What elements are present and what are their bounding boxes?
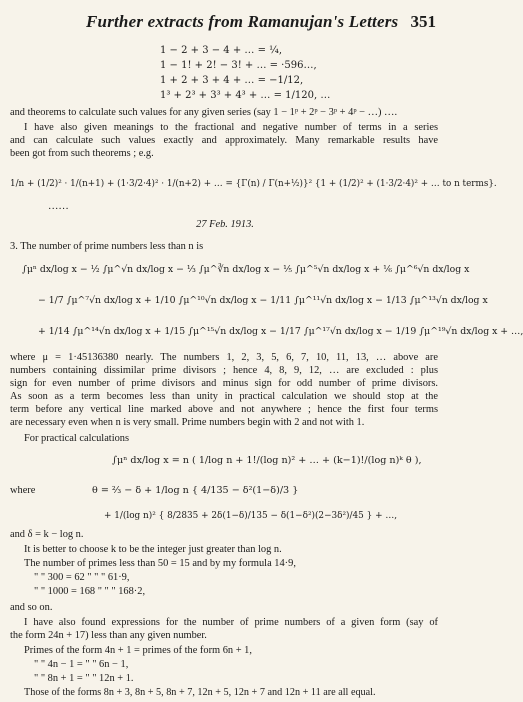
- paragraph-line: sign for even number of prime divisors and minus sign for odd number of prime divisors.: [10, 378, 438, 389]
- paragraph-line: and δ = k − log n.: [10, 529, 84, 540]
- prime-count-line: " " 300 = 62 " " " 61·9,: [34, 572, 130, 583]
- paragraph-line: where μ = 1·45136380 nearly. The numbers 1, 2, 3, 5, 6, 7, 10, 11, 13, … above are: [10, 352, 438, 363]
- prime-count-line: The number of primes less than 50 = 15 and by my formula 14·9,: [24, 558, 296, 569]
- ellipsis: ……: [48, 201, 69, 212]
- theta-formula: θ = ⅔ − δ + 1/log n { 4/135 − δ²(1−δ)/3 }: [92, 485, 299, 496]
- example-series-equation: 1/n + (1/2)² · 1/(n+1) + (1·3/2·4)² · 1/(n+2) + … = {Γ(n) / Γ(n+½)}² {1 + (1/2)² + (1·3/2·4)² + … to n terms}.: [10, 179, 497, 189]
- paragraph-line: term before any vertical line marked above and not anywhere ; hence the first four terms: [10, 404, 438, 415]
- series-line: 1 − 2 + 3 − 4 + … = ¼,: [160, 45, 283, 56]
- series-line: 1³ + 2³ + 3³ + 4³ + … = 1/120, …: [160, 90, 331, 101]
- series-line: 1 − 1! + 2! − 3! + … = ·596…,: [160, 60, 317, 71]
- paragraph-line: I have also given meanings to the fractional and negative number of terms in a series: [24, 122, 438, 133]
- running-title: Further extracts from Ramanujan's Letters: [86, 12, 399, 31]
- paragraph-line: numbers containing dissimilar prime divisors ; hence 4, 8, 9, 12, … are excluded : plus: [10, 365, 438, 376]
- letter-date: 27 Feb. 1913.: [196, 219, 254, 230]
- where-label: where: [10, 485, 36, 496]
- series-line: 1 + 2 + 3 + 4 + … = −1/12,: [160, 75, 304, 86]
- page-number: 351: [410, 12, 436, 31]
- paragraph-line: are necessary even when n is very small. Prime numbers begin with 2 and not with 1.: [10, 417, 365, 428]
- paragraph-line: been got from such theorems ; e.g.: [10, 148, 154, 159]
- paragraph-line: For practical calculations: [24, 433, 130, 444]
- primes-form-line: Primes of the form 4n + 1 = primes of the form 6n + 1,: [24, 645, 252, 656]
- primes-form-line: " " 8n + 1 = " " 12n + 1.: [34, 673, 134, 684]
- paragraph-line: and can calculate such values exactly and approximately. Many remarkable results have: [10, 135, 438, 146]
- prime-formula-line: ∫μⁿ dx/log x − ½ ∫μ^√n dx/log x − ⅓ ∫μ^∛n dx/log x − ⅕ ∫μ^⁵√n dx/log x + ⅙ ∫μ^⁶√n dx/log x: [22, 264, 470, 275]
- theta-formula: + 1/(log n)² { 8/2835 + 2δ(1−δ)/135 − δ(1−δ²)(2−3δ²)/45 } + …,: [104, 511, 398, 521]
- paragraph-line: I have also found expressions for the number of prime numbers of a given form (say of: [24, 617, 438, 628]
- section-heading: 3. The number of prime numbers less than n is: [10, 241, 204, 252]
- prime-formula-line: + 1/14 ∫μ^¹⁴√n dx/log x + 1/15 ∫μ^¹⁵√n dx/log x − 1/17 ∫μ^¹⁷√n dx/log x − 1/19 ∫μ^¹⁹√n dx/log x + …,: [38, 326, 523, 337]
- paragraph-line: As soon as a term becomes less than unity in practical calculation we should stop at the: [10, 391, 438, 402]
- page-header: [0, 12, 450, 34]
- practical-formula: ∫μⁿ dx/log x = n ( 1/log n + 1!/(log n)² + … + (k−1)!/(log n)ᵏ θ ),: [112, 455, 422, 466]
- prime-formula-line: − 1/7 ∫μ^⁷√n dx/log x + 1/10 ∫μ^¹⁰√n dx/log x − 1/11 ∫μ^¹¹√n dx/log x − 1/13 ∫μ^¹³√n dx/log x: [38, 295, 488, 306]
- primes-form-line: " " 4n − 1 = " " 6n − 1,: [34, 659, 129, 670]
- paragraph-line: It is better to choose k to be the integer just greater than log n.: [24, 544, 282, 555]
- paragraph-line: the form 24n + 17) less than any given number.: [10, 630, 207, 641]
- paragraph-line: Those of the forms 8n + 3, 8n + 5, 8n + 7, 12n + 5, 12n + 7 and 12n + 11 are all equal.: [24, 687, 376, 698]
- prime-count-line: " " 1000 = 168 " " " 168·2,: [34, 586, 146, 597]
- paragraph-line: and theorems to calculate such values for any given series (say 1 − 1ᵖ + 2ᵖ − 3ᵖ + 4ᵖ − …) ….: [10, 107, 398, 118]
- paragraph-line: and so on.: [10, 602, 53, 613]
